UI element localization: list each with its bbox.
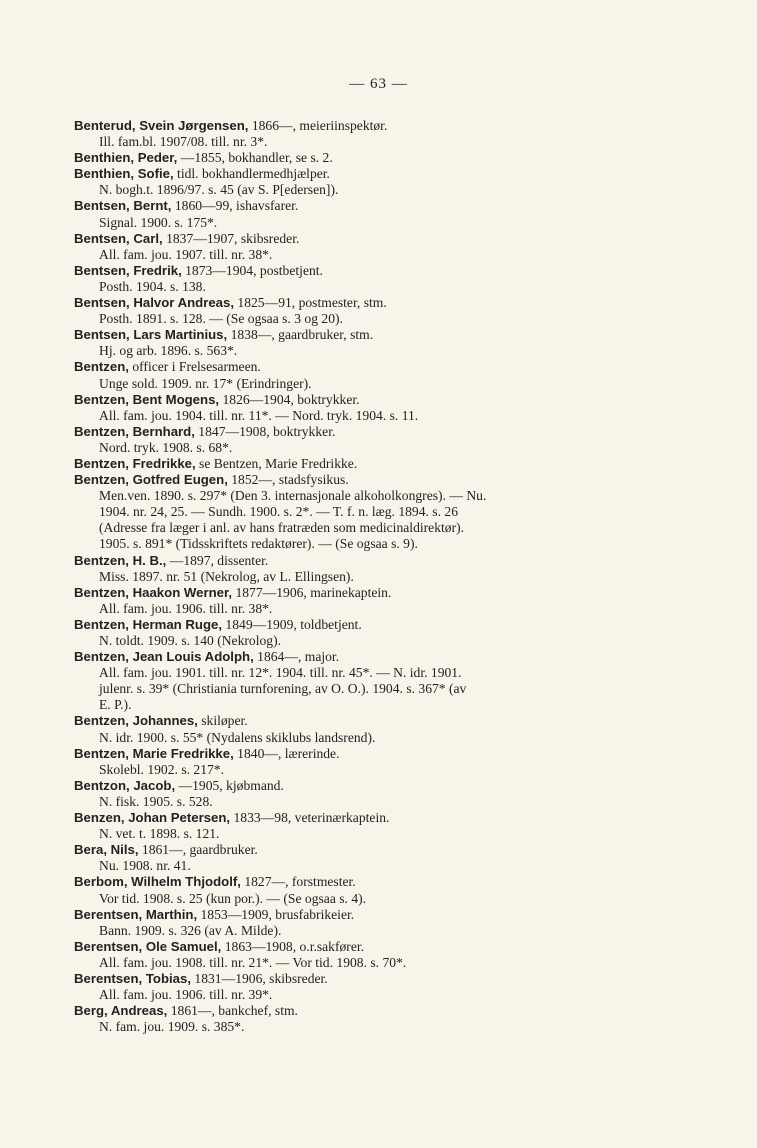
entry-name: Berentsen, Tobias, [74,970,192,986]
entry-reference: Signal. 1900. s. 175*. [99,214,218,230]
entry-reference: Skolebl. 1902. s. 217*. [99,761,224,777]
entry-name: Bentsen, Halvor Andreas, [74,295,235,311]
entry-heading [74,971,666,987]
entry-reference: Nord. tryk. 1908. s. 68*. [99,439,233,455]
entry-name: Berbom, Wilhelm Thjodolf, [74,874,241,890]
entry-reference: (Adresse fra læger i anl. av hans fratræden som medicinaldirektør). [99,520,465,536]
entry [74,874,666,906]
entry-heading [74,1003,666,1019]
entry-name: Berentsen, Ole Samuel, [74,938,222,954]
entry-name: Benthien, Peder, [74,150,178,166]
entry-description: 1863—1908, o.r.sakfører. [221,938,365,954]
entry [74,118,666,150]
entry-heading [74,424,666,440]
entry [74,585,666,617]
entry-heading [74,150,666,166]
entry-reference: All. fam. jou. 1908. till. nr. 21*. — Vor tid. 1908. s. 70*. [99,954,407,970]
entry-heading [74,746,666,762]
entry-description: —1855, bokhandler, se s. 2. [177,150,333,166]
entry-reference: Posth. 1904. s. 138. [99,278,206,294]
entry-reference: N. fisk. 1905. s. 528. [99,793,213,809]
entry-name: Berg, Andreas, [74,1003,168,1019]
entry-description: 1837—1907, skibsreder. [162,230,300,246]
entry-heading [74,456,666,472]
entry-heading [74,713,666,729]
entry-description: 1847—1908, boktrykker. [194,423,336,439]
entry-name: Bentsen, Fredrik, [74,262,182,278]
entry [74,971,666,1003]
entry-name: Bera, Nils, [74,842,139,858]
entry-heading [74,231,666,247]
entry-description: 1877—1906, marinekaptein. [232,584,392,600]
entry-heading [74,649,666,665]
entry-reference: E. P.). [99,697,132,713]
entry [74,295,666,327]
entry-description: 1853—1909, brusfabrikeier. [197,906,355,922]
entry-heading [74,810,666,826]
entry-description: —1905, kjøbmand. [175,777,284,793]
entry-name: Bentsen, Carl, [74,230,163,246]
entry-name: Bentzen, Gotfred Eugen, [74,472,228,488]
entry-description: 1826—1904, boktrykker. [219,391,360,407]
entry-description: 1873—1904, postbetjent. [181,262,323,278]
entry-reference: Miss. 1897. nr. 51 (Nekrolog, av L. Ellingsen). [99,568,354,584]
entry-reference: N. toldt. 1909. s. 140 (Nekrolog). [99,633,281,648]
entry [74,392,666,424]
entry-name: Bentzen, Fredrikke, [74,455,196,471]
entry-heading [74,359,666,375]
entry-reference: julenr. s. 39* (Christiania turnforening, av O. O.). 1904. s. 367* (av [99,681,467,697]
entry [74,842,666,874]
entry-description: skiløper. [197,713,248,729]
entry-heading [74,553,666,569]
entry-description: 1849—1909, toldbetjent. [222,616,362,632]
entry-name: Bentzen, H. B., [74,552,167,568]
entry-reference: Nu. 1908. nr. 41. [99,858,191,874]
entry-name: Berentsen, Marthin, [74,906,198,922]
entry-reference: Ill. fam.bl. 1907/08. till. nr. 3*. [99,134,268,150]
entry-reference: All. fam. jou. 1906. till. nr. 39*. [99,987,273,1003]
entry-description: 1861—, bankchef, stm. [167,1003,298,1019]
entry-heading [74,939,666,955]
entry-description: 1825—91, postmester, stm. [234,295,387,311]
entry-description: —1897, dissenter. [166,552,269,568]
entry-description: 1852—, stadsfysikus. [227,472,349,488]
entry [74,649,666,713]
entry [74,778,666,810]
entry-reference: 1905. s. 891* (Tidsskriftets redaktører). — (Se ogsaa s. 9). [99,536,418,552]
entry-description: 1840—, lærerinde. [233,745,340,761]
entry [74,456,666,472]
entry-reference: Bann. 1909. s. 326 (av A. Milde). [99,922,282,938]
entry-name: Bentzen, Bernhard, [74,423,195,439]
entry-name: Benterud, Svein Jørgensen, [74,118,249,133]
entry-heading [74,472,666,488]
entry-heading [74,617,666,633]
entry [74,617,666,649]
entry-description: se Bentzen, Marie Fredrikke. [195,455,358,471]
entry-heading [74,198,666,214]
entry-name: Bentzon, Jacob, [74,777,176,793]
entry-heading [74,585,666,601]
entry-reference: N. bogh.t. 1896/97. s. 45 (av S. P[edersen]). [99,182,339,198]
entry-reference: Posth. 1891. s. 128. — (Se ogsaa s. 3 og 20). [99,311,343,327]
entry [74,939,666,971]
entry-reference: N. idr. 1900. s. 55* (Nydalens skiklubs landsrend). [99,729,376,745]
entry-description: officer i Frelsesarmeen. [128,359,261,375]
entry-description: tidl. bokhandlermedhjælper. [173,166,330,182]
entry-reference: Vor tid. 1908. s. 25 (kun por.). — (Se ogsaa s. 4). [99,890,367,906]
page-number: — 63 — [349,76,408,92]
entry-reference: 1904. nr. 24, 25. — Sundh. 1900. s. 2*. — T. f. n. læg. 1894. s. 26 [99,504,458,520]
entry [74,263,666,295]
entry [74,166,666,198]
entry-description: 1861—, gaardbruker. [138,842,258,858]
entry [74,424,666,456]
entry-name: Bentzen, Marie Fredrikke, [74,745,234,761]
entry-heading [74,392,666,408]
entry [74,150,666,166]
entry [74,810,666,842]
entry-heading [74,907,666,923]
entry-reference: N. fam. jou. 1909. s. 385*. [99,1019,245,1035]
entry [74,553,666,585]
entry-heading [74,327,666,343]
entry [74,359,666,391]
entry-reference: Hj. og arb. 1896. s. 563*. [99,343,238,359]
entry-heading [74,874,666,890]
entry-description: 1864—, major. [253,649,340,665]
entry-description: 1866—, meieriinspektør. [248,118,388,133]
entry-name: Bentzen, Johannes, [74,713,198,729]
entry-description: 1833—98, veterinærkaptein. [230,810,390,826]
entry-description: 1860—99, ishavsfarer. [171,198,299,214]
entry-heading [74,166,666,182]
entry-name: Bentzen, Herman Ruge, [74,616,223,632]
entry [74,907,666,939]
entry-heading [74,778,666,794]
entry-name: Bentzen, Bent Mogens, [74,391,220,407]
entry [74,713,666,745]
entry-name: Bentzen, [74,359,129,375]
entry-reference: All. fam. jou. 1901. till. nr. 12*. 1904. till. nr. 45*. — N. idr. 1901. [99,665,462,681]
entry-heading [74,263,666,279]
entry [74,198,666,230]
entry-name: Benthien, Sofie, [74,166,174,182]
entry-heading [74,118,666,134]
entry-reference: N. vet. t. 1898. s. 121. [99,826,220,842]
entry-name: Bentsen, Lars Martinius, [74,327,228,343]
entry-name: Bentzen, Haakon Werner, [74,584,233,600]
entry-description: 1827—, forstmester. [240,874,356,890]
entry-reference: Unge sold. 1909. nr. 17* (Erindringer). [99,375,312,391]
entry [74,746,666,778]
entry [74,472,666,552]
entry-list [74,118,666,1035]
entry-reference: All. fam. jou. 1904. till. nr. 11*. — Nord. tryk. 1904. s. 11. [99,407,419,423]
entry-name: Bentsen, Bernt, [74,198,172,214]
entry-reference: Men.ven. 1890. s. 297* (Den 3. internasjonale alkoholkongres). — Nu. [99,488,487,504]
entry-reference: All. fam. jou. 1906. till. nr. 38*. [99,600,273,616]
entry-heading [74,842,666,858]
entry-description: 1838—, gaardbruker, stm. [227,327,374,343]
entry-name: Bentzen, Jean Louis Adolph, [74,649,254,665]
entry-name: Benzen, Johan Petersen, [74,810,231,826]
entry-description: 1831—1906, skibsreder. [191,970,328,986]
entry [74,1003,666,1035]
entry-reference: All. fam. jou. 1907. till. nr. 38*. [99,246,273,262]
entry-heading [74,295,666,311]
entry [74,327,666,359]
entry [74,231,666,263]
